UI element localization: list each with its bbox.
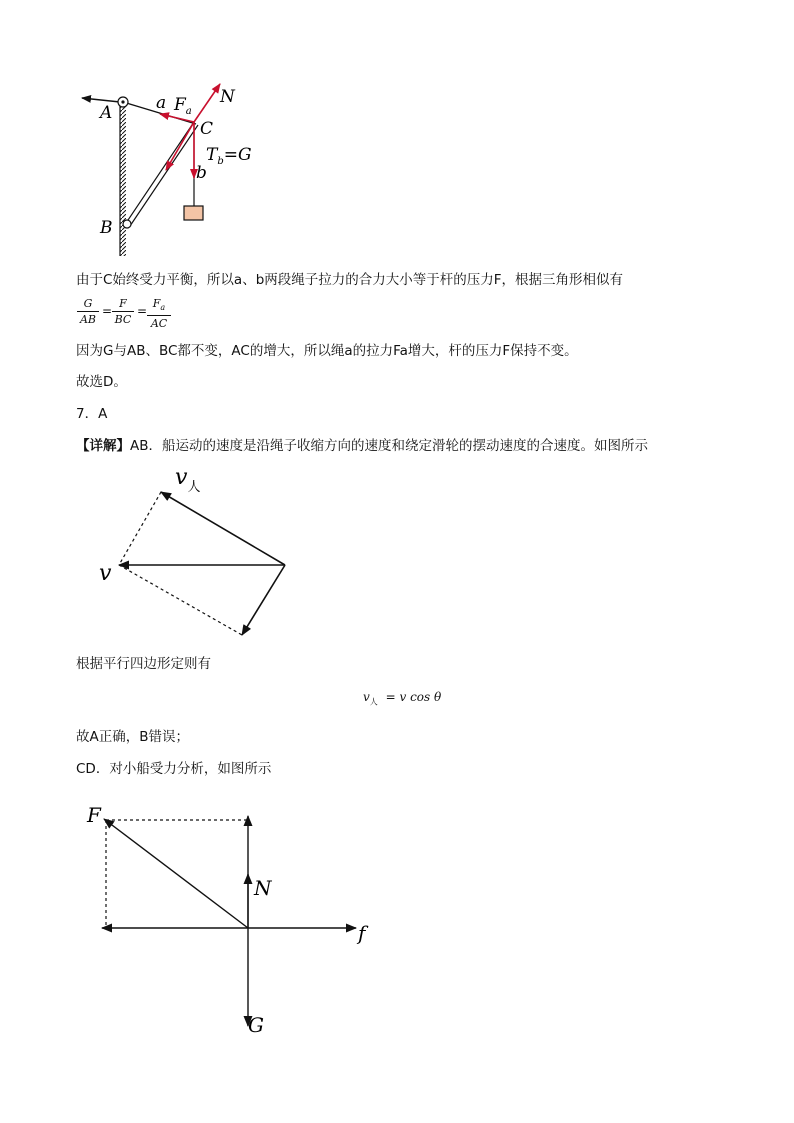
vector-f-pull <box>104 819 248 928</box>
force-n-arrow <box>194 84 220 122</box>
fraction-fa-ac: $F_a$ AC <box>147 297 171 330</box>
question-7-answer: 7．A <box>76 406 108 422</box>
paragraph-conclusion: 因为G与AB、BC都不变，AC的增大，所以绳a的拉力Fa增大，杆的压力F保持不变。 <box>76 343 578 359</box>
label-v: v <box>99 561 112 586</box>
fraction-g-ab: G AB <box>77 297 99 326</box>
label-f-friction: f <box>358 921 366 945</box>
label-b-point: B <box>100 218 113 238</box>
label-rope-a: a <box>156 93 167 113</box>
force-f-arrow <box>166 122 194 170</box>
hanging-block <box>184 206 203 220</box>
label-a-point: A <box>100 103 113 123</box>
label-tb: $T_b=G$ <box>206 145 252 167</box>
vector-v-person <box>161 492 285 565</box>
label-fa: $F_a$ <box>174 95 192 117</box>
boat-force-diagram <box>80 800 380 1040</box>
equals-sign-1: = <box>102 304 113 318</box>
dashed-lower <box>119 565 242 635</box>
dashed-upper <box>119 492 161 565</box>
label-n-normal: N <box>254 876 272 900</box>
vector-swing <box>242 565 285 635</box>
paragraph-detail-ab: 【详解】AB．船运动的速度是沿绳子收缩方向的速度和绕定滑轮的摆动速度的合速度。如图所示 <box>76 438 648 454</box>
equals-sign-2: = <box>137 304 148 318</box>
velocity-diagram <box>95 462 295 642</box>
paragraph-equilibrium: 由于C始终受力平衡，所以a、b两段绳子拉力的合力大小等于杆的压力F，根据三角形相似有 <box>76 272 624 288</box>
equation-v-person: $v_人 = v$ cos θ <box>363 690 442 707</box>
pivot-a-center <box>121 100 124 103</box>
fraction-f-bc: F BC <box>112 297 134 326</box>
wall-reaction-arrow <box>82 98 120 102</box>
label-rope-b: b <box>196 163 207 183</box>
paragraph-parallelogram: 根据平行四边形定则有 <box>76 656 211 672</box>
pivot-b <box>123 220 131 228</box>
label-v-person: $v_人$ <box>175 465 201 495</box>
wall <box>120 106 126 256</box>
paragraph-a-correct: 故A正确，B错误； <box>76 729 189 745</box>
paragraph-cd-analysis: CD．对小船受力分析，如图所示 <box>76 761 272 777</box>
force-diagram-rod <box>70 78 270 260</box>
label-f-pull: F <box>87 803 101 827</box>
label-c-point: C <box>200 119 214 139</box>
answer-d: 故选D。 <box>76 374 127 390</box>
label-n: N <box>220 87 235 107</box>
label-g-gravity: G <box>248 1013 264 1037</box>
